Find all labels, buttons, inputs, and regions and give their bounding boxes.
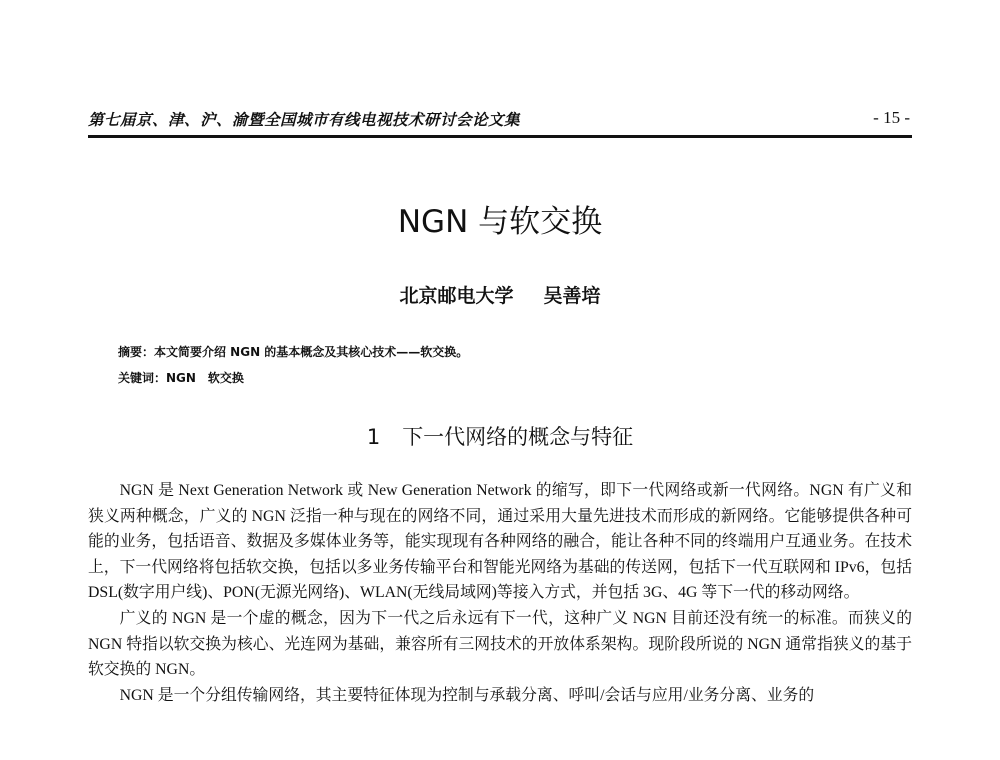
header-rule <box>88 135 912 138</box>
page-number: - 15 - <box>873 108 910 127</box>
author-affiliation: 北京邮电大学 <box>399 285 514 307</box>
running-head: 第七届京、津、沪、渝暨全国城市有线电视技术研讨会论文集 <box>88 110 521 129</box>
abstract: 摘要：本文简要介绍 NGN 的基本概念及其核心技术——软交换。 <box>118 345 469 359</box>
keywords: 关键词：NGN 软交换 <box>118 371 244 385</box>
section-number: 1 <box>366 425 381 449</box>
paper-title: NGN 与软交换 <box>397 204 603 240</box>
page-header <box>88 108 910 136</box>
paragraph: NGN 是 Next Generation Network 或 New Generation Network 的缩写，即下一代网络或新一代网络。NGN 有广义和狭义两种概念，广义的 NGN 泛指一种与现在的网络不同，通过采用大量先进技术而形成的新网络。它能够提供各种可能的业务，包括语音、数据及多媒体业务等，能实现现有各种网络的融合，能让各种不同的终端用户互通业务。在技术上，下一代网络将包括软交换，包括以多业务传输平台和智能光网络为基础的传送网，包括下一代互联网和 IPv6，包括 DSL(数字用户线)、PON(无源光网络)、WLAN(无线局域网)等接入方式，并包括 3G、4G 等下一代的移动网络。 <box>88 482 912 602</box>
section-title-text: 下一代网络的概念与特征 <box>402 425 634 449</box>
author-name: 吴善培 <box>543 285 601 307</box>
paragraph: NGN 是一个分组传输网络，其主要特征体现为控制与承载分离、呼叫/会话与应用/业务分离、业务的 <box>119 686 815 704</box>
paragraph: 广义的 NGN 是一个虚的概念，因为下一代之后永远有下一代，这种广义 NGN 目前还没有统一的标准。而狭义的 NGN 特指以软交换为核心、光连网为基础，兼容所有三网技术的开放体系架构。现阶段所说的 NGN 通常指狭义的基于软交换的 NGN。 <box>88 609 912 679</box>
body-text <box>88 478 912 708</box>
author-line <box>0 281 1000 308</box>
section-heading <box>0 421 1000 451</box>
